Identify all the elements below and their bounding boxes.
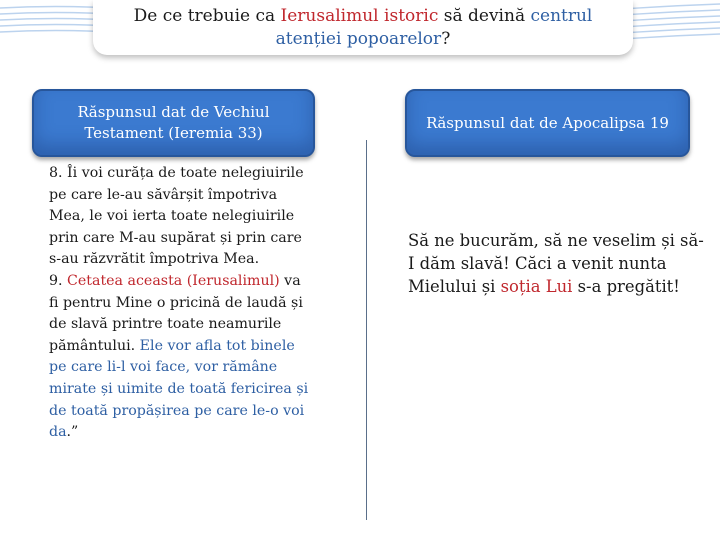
title-center: centrul <box>530 6 593 26</box>
title-historic: istoric <box>384 6 439 26</box>
left-scripture-text <box>49 163 311 444</box>
title-part-4: să devină <box>438 6 531 26</box>
verse-9-highlight-red: Cetatea aceasta (Ierusalimul) <box>67 272 280 289</box>
title-question-mark: ? <box>441 29 451 49</box>
slide-title <box>93 0 633 55</box>
revelation-highlight: soția Lui <box>500 276 573 296</box>
title-jerusalem: Ierusalimul <box>280 6 385 26</box>
verse-9-middle: va fi pentru Mine o pricină de laudă și de slavă printre toate neamurile pământului. <box>49 272 303 354</box>
title-attention: atenției popoarelor <box>275 29 442 49</box>
verse-9-highlight-blue: Ele vor afla tot binele pe care li-l voi face, vor rămâne mirate și uimite de toată fericirea și de toată propășirea pe care le-o voi da <box>49 337 309 441</box>
left-header-text: Răspunsul dat de Vechiul Testament (Ieremia 33) <box>77 103 270 142</box>
verse-9-end: .” <box>66 424 79 441</box>
verse-9-number: 9. <box>49 272 68 289</box>
title-part-1: De ce trebuie ca <box>133 6 281 26</box>
revelation-part-3: s-a pregătit! <box>572 276 680 296</box>
revelation-part-1: Să ne bucurăm, să ne veselim și să-I dăm slavă! Căci a venit nunta Mielului și <box>408 231 704 296</box>
left-header-box <box>32 89 315 157</box>
column-divider <box>366 140 367 520</box>
verse-8: 8. Îi voi curăța de toate nelegiuirile pe care le-au săvârșit împotriva Mea, le voi ierta toate nelegiuirile prin care M-au supărat și prin care s-au răzvrătit împotriva Mea. <box>49 165 304 268</box>
right-scripture-text <box>408 230 708 298</box>
right-header-text: Răspunsul dat de Apocalipsa 19 <box>426 113 669 132</box>
right-header-box <box>405 89 690 157</box>
